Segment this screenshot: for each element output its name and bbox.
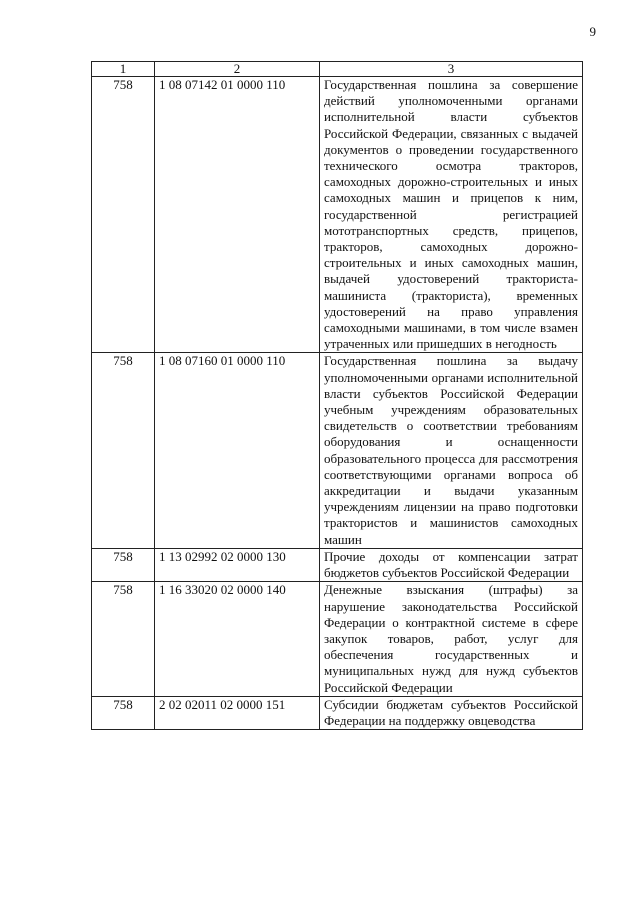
table-row (92, 696, 583, 729)
table-body (92, 77, 583, 730)
header-col-3: 3 (320, 62, 583, 77)
budget-code-cell: 1 08 07160 01 0000 110 (155, 353, 320, 548)
header-row (92, 62, 583, 77)
budget-code-cell: 1 08 07142 01 0000 110 (155, 77, 320, 353)
admin-code-cell: 758 (92, 77, 155, 353)
budget-code-cell: 2 02 02011 02 0000 151 (155, 696, 320, 729)
page-number: 9 (589, 24, 596, 39)
admin-code-cell: 758 (92, 353, 155, 548)
header-col-2: 2 (155, 62, 320, 77)
table-row (92, 353, 583, 548)
budget-code-cell: 1 16 33020 02 0000 140 (155, 582, 320, 696)
income-name-cell: Прочие доходы от компенсации затрат бюджетов субъектов Российской Федерации (320, 548, 583, 581)
table-row (92, 548, 583, 581)
income-name-cell: Субсидии бюджетам субъектов Российской Федерации на поддержку овцеводства (320, 696, 583, 729)
income-name-cell: Государственная пошлина за выдачу уполномоченными органами исполнительной власти субъектов Российской Федерации учебным учреждениям образовательных свидетельств о соответствии требованиям оборудования и оснащенности образовательного процесса для рассмотрения соответствующими органами вопроса об аккредитации и выдачи указанным учреждениям лицензии на право подготовки трактористов и машинистов самоходных машин (320, 353, 583, 548)
admin-code-cell: 758 (92, 548, 155, 581)
table-row (92, 77, 583, 353)
table-header (92, 62, 583, 77)
admin-code-cell: 758 (92, 696, 155, 729)
admin-code-cell: 758 (92, 582, 155, 696)
income-name-cell: Государственная пошлина за совершение действий уполномоченными органами исполнительной власти субъектов Российской Федерации, связанных с выдачей документов о проведении государственного технического осмотра тракторов, самоходных дорожно-строительных и иных самоходных машин и прицепов к ним, государственной регистрацией мототранспортных средств, прицепов, тракторов, самоходных дорожно-строительных и иных самоходных машин, выдачей удостоверений тракториста-машиниста (тракториста), временных удостоверений на право управления самоходными машинами, в том числе взамен утраченных или пришедших в негодность (320, 77, 583, 353)
budget-code-cell: 1 13 02992 02 0000 130 (155, 548, 320, 581)
revenue-codes-table (91, 61, 583, 730)
income-name-cell: Денежные взыскания (штрафы) за нарушение законодательства Российской Федерации о контрактной системе в сфере закупок товаров, работ, услуг для обеспечения государственных и муниципальных нужд для нужд субъектов Российской Федерации (320, 582, 583, 696)
header-col-1: 1 (92, 62, 155, 77)
table-row (92, 582, 583, 696)
